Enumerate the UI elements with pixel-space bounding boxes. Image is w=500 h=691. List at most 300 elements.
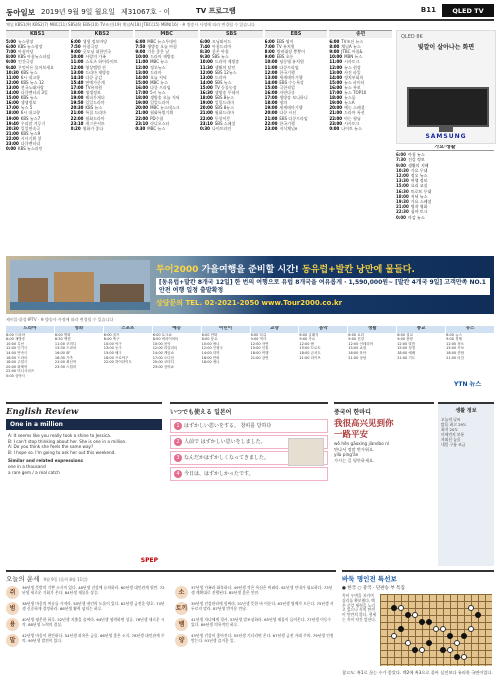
black-stone: [419, 619, 425, 625]
program-row: 12:00 KBS 뉴스 12: [6, 79, 44, 85]
program-row: 13:00 전국노래자랑: [6, 84, 44, 90]
program-row: 14:30 다큐 공감: [70, 74, 103, 80]
white-stone: [447, 647, 453, 653]
pay-tv-channel-header: 스포츠: [104, 326, 152, 333]
program-row: 10:00 MBN 뉴스: [329, 54, 363, 60]
zodiac-animal-icon: 범: [6, 602, 19, 615]
program-row: 19:00 해피투게더: [70, 95, 105, 101]
pay-tv-row: 15:00 쇼핑: [348, 346, 367, 351]
pay-tv-row: 18:00 육아: [348, 350, 367, 355]
pay-tv-row: 16:00 드라마: [6, 355, 28, 360]
japanese-phrase-4: 4 今日は、はずかしかったです。: [170, 467, 328, 481]
program-row: 9:00 JTBC 아침&: [329, 49, 363, 55]
white-stone: [433, 626, 439, 632]
chinese-phrase-1: 我很高兴见到你: [334, 419, 394, 429]
pay-tv-row: 21:00 기도: [397, 355, 416, 360]
program-row: 19:00 세계테마기행: [264, 105, 303, 111]
white-stone: [461, 654, 467, 660]
pay-tv-column: [55, 326, 103, 398]
program-row: 0:20 영화가 좋다: [70, 125, 104, 131]
info-lines: [438, 417, 494, 447]
english-line: A: Do you think she feels the same way?: [8, 444, 94, 450]
program-row: 13:00 사건 파일: [329, 69, 361, 75]
channel-header: 종편: [329, 31, 392, 38]
program-row: 22:00 한국기행: [264, 120, 295, 126]
page-number: B11: [420, 6, 436, 14]
pay-tv-channel-header: 영화: [55, 326, 103, 333]
chinese-notes: [334, 441, 434, 463]
program-row: 18:00 SBS 8뉴스: [200, 95, 235, 101]
fortune-title: 오늘의 운세 9월 9일 (음력 8월 11일): [6, 575, 88, 583]
black-stone: [405, 612, 411, 618]
masthead: [6, 5, 494, 21]
banner-offer: [동유럽+발칸 8개국 12일] 한 번의 여행으로 유럽 8개국을 여유롭게 · 1,590,000원~ [발칸 4개국 9일] 고객만족 NO.1 안전 여행 일정 출발확정: [156, 278, 490, 295]
program-row: 8:00 KBS 아침뉴스타임: [6, 54, 51, 60]
program-row: 10:00 사랑의 가족: [70, 54, 106, 60]
program-row: 16:00 다큐 프라임: [135, 84, 171, 90]
pay-tv-row: 12:00 말씀: [397, 341, 416, 346]
pay-tv-row: 21:00 최신작: [54, 360, 77, 365]
japanese-title: いつでも使える 일본어: [170, 409, 232, 416]
program-row: 20:00 예능 스페셜: [329, 105, 365, 111]
program-row: 19:00 KBS 뉴스7: [6, 115, 41, 121]
program-row: 6:00 MBC 뉴스투데이: [135, 39, 177, 45]
channel-header: EBS: [265, 31, 328, 38]
program-row: 16:00 생생정보: [6, 100, 37, 106]
pay-tv-row: 14:00 과학: [201, 350, 220, 355]
program-row: 10:00 드라마 재방송: [200, 59, 240, 65]
travel-banner-ad: [6, 256, 494, 314]
pay-tv-column: [397, 326, 445, 398]
baduk-players: ● 한국 ○ 중국 · 단판승 부 특집: [342, 586, 405, 591]
life-program-row: 15:00 요리 교실: [396, 183, 428, 189]
white-stone: [412, 612, 418, 618]
program-row: 14:00 다큐멘터리 3일: [6, 90, 48, 96]
program-row: 6:00 생생 정보마당: [70, 39, 108, 45]
program-row: 21:00 월화특별기획: [135, 110, 174, 116]
program-row: 6:00 모닝와이드: [200, 39, 232, 45]
pay-tv-row: 12:00 인형극: [201, 346, 223, 351]
zodiac-item: [175, 618, 336, 631]
schedule-column: [135, 30, 198, 252]
english-section-title: Similar and related expressions: [8, 458, 83, 464]
chinese-phrase-2: 一路平安: [334, 430, 369, 440]
program-row: 14:00 SBS 뉴스: [200, 79, 232, 85]
pay-tv-row: 8:00 재방송: [6, 337, 26, 342]
pay-tv-row: 20:00 화제작: [6, 364, 28, 369]
pay-tv-row: 14:00 연속극: [6, 350, 28, 355]
pay-tv-row: 6:00 다큐: [250, 332, 267, 337]
spep-logo: SPEP: [140, 557, 158, 564]
pay-tv-row: 18:30 가족: [54, 355, 73, 360]
zodiac-animal-icon: 양: [175, 634, 188, 647]
pay-tv-row: 9:00 경제: [446, 337, 462, 342]
program-row: 23:10 라디오스타: [135, 120, 170, 126]
black-stone: [475, 612, 481, 618]
program-row: 12:00 뉴스 현장: [329, 64, 361, 70]
program-row: 21:00 EBS 다큐프라임: [264, 115, 308, 121]
program-row: 19:00 일일드라마: [135, 100, 170, 106]
program-row: 11:30 생활의 달인: [200, 64, 236, 70]
go-board: [380, 594, 492, 666]
program-row: 23:00 지식채널e: [264, 125, 298, 131]
pay-tv-row: 6:00 명화: [54, 332, 71, 337]
life-program-row: 7:30 건강 정보: [396, 157, 425, 163]
schedule-column: [6, 30, 69, 252]
program-row: 13:00 드라마: [200, 74, 227, 80]
pay-tv-row: 15:00 속보: [446, 346, 465, 351]
program-row: 17:00 5시 뉴스: [135, 90, 166, 96]
white-stone: [454, 640, 460, 646]
program-row: 15:00 MBC 뉴스: [135, 79, 168, 85]
program-row: 10:00 딩동댕 유치원: [264, 59, 304, 65]
pay-tv-channel-header: 종교: [397, 326, 445, 333]
program-row: 15:00 TV 동물농장: [200, 84, 237, 90]
english-line: B: I hope so. I'm going to ask her out this weekend.: [8, 449, 116, 455]
japanese-illustration: [288, 438, 324, 466]
program-row: 14:00 오늘 저녁: [135, 74, 167, 80]
zodiac-text: 38년생 마음의 여유를 가져라. 50년생 귀인의 도움이 있다. 62년생 금전운 양호. 74년생 신중하게 결정하라. 86년생 활력 넘치는 하루.: [22, 601, 165, 611]
channel-header: MBC: [135, 31, 198, 38]
info-line: 미세먼지 보통: [441, 432, 465, 437]
program-row: 7:40 아침드라마: [200, 44, 232, 50]
white-stone: [468, 626, 474, 632]
pay-tv-row: 9:00 건강: [348, 337, 365, 342]
pay-tv-row: 6:00 토크쇼: [152, 332, 172, 337]
black-stone: [461, 633, 467, 639]
issue-date: 2019년 9월 9일 월요일: [40, 8, 115, 16]
pay-tv-row: 18:00 콘서트: [299, 350, 321, 355]
program-row: 22:00 동상이몽: [200, 115, 231, 121]
life-program-row: 18:00 저녁 뉴스: [396, 193, 428, 199]
program-row: 19:00 일일드라마: [200, 100, 235, 106]
english-review-column: [6, 402, 162, 566]
pay-tv-row: 21:00 마감: [446, 355, 465, 360]
program-row: 15:00 KBS 뉴스: [6, 95, 38, 101]
zodiac-text: 37년생 가족과 화목하다. 49년생 작은 욕심은 버려라. 61년생 인내가 필요하다. 73년생 계획대로 진행된다. 85년생 좋은 인연.: [191, 585, 333, 595]
pay-tv-row: 18:00 예배: [397, 350, 416, 355]
pay-tv-channel-header: 어린이: [202, 326, 250, 333]
zodiac-text: 43년생 건강이 좋아진다. 55년생 기다리면 온다. 67년생 금전 거래 주의. 79년생 인정받는다. 91년생 즐거운 일.: [191, 633, 334, 643]
life-channel-title: 가요·생활: [396, 145, 494, 151]
chinese-line: 가시는 길 평안하세요.: [334, 457, 375, 463]
black-stone: [440, 647, 446, 653]
program-row: 22:00 아는 형님: [329, 115, 361, 121]
pay-tv-row: 13:00 농구: [103, 346, 122, 351]
pay-tv-row: 9:00 찬양: [397, 337, 413, 342]
pay-tv-column: [299, 326, 347, 398]
program-row: 18:00 명의: [264, 100, 288, 106]
program-row: 21:00 드라마 특선: [329, 110, 365, 116]
white-stone: [419, 647, 425, 653]
pay-tv-channel-header: 뉴스: [446, 326, 494, 333]
program-row: 20:00 SBS 8뉴스: [200, 105, 235, 111]
pay-tv-row: 6:00 요리: [348, 332, 365, 337]
program-row: 12:00 영상앨범 산: [70, 64, 106, 70]
program-row: 0:30 나이트라인: [200, 125, 232, 131]
program-row: 11:00 스포츠 하이라이트: [70, 59, 118, 65]
pay-tv-row: 6:00 설교: [397, 332, 413, 337]
program-row: 18:00 뉴스룸: [329, 95, 356, 101]
program-row: 13:00 드라마: [135, 69, 162, 75]
program-row: 6:00 TV조선 뉴스: [329, 39, 364, 45]
program-row: 19:40 우리말 겨루기: [6, 120, 46, 126]
life-program-row: 19:30 가요 스페셜: [396, 199, 432, 205]
life-program-row: 22:30 심야 토크: [396, 209, 428, 215]
program-row: 17:00 뉴스 5: [6, 105, 33, 111]
life-program-row: 9:00 생활의 지혜: [396, 162, 429, 168]
pay-tv-row: 12:00 리얼리티: [152, 346, 178, 351]
program-row: 9:00 기분 좋은 날: [135, 49, 170, 55]
program-row: 15:40 연예가중계: [70, 79, 105, 85]
program-row: 20:30 일일연속극: [6, 125, 41, 131]
black-stone: [391, 605, 397, 611]
pay-tv-row: 8:00 버라이어티: [152, 337, 179, 342]
pay-tv-row: 14:00 게임쇼: [152, 350, 175, 355]
pay-tv-row: 13:30 드라마: [54, 346, 77, 351]
program-row: 22:00 시사기획 창: [6, 135, 42, 141]
info-sidebar: [438, 402, 494, 566]
program-row: 10:30 KBS 뉴스: [6, 69, 38, 75]
channel-header: KBS2: [71, 31, 134, 38]
english-expression: one in a thousand: [8, 463, 46, 469]
pay-tv-row: 8:30 액션: [54, 337, 71, 342]
pay-tv-row: 21:00 강연: [250, 355, 269, 360]
pay-tv-row: 22:00 미니시리즈: [6, 369, 35, 374]
pay-tv-row: 12:00 자연: [250, 341, 269, 346]
chinese-line: wǒ hěn gāoxìng jiàndào nǐ: [334, 441, 389, 446]
pay-tv-channel-header: 음악: [299, 326, 347, 333]
white-stone: [440, 626, 446, 632]
english-title: English Review: [6, 407, 79, 417]
japanese-phrase-2: 2 人前で はずかしい思いをしました。: [170, 435, 328, 449]
tv-image: [407, 87, 489, 127]
japanese-phrase-3: 3 なんだかはずかしくなってきました。: [170, 451, 328, 465]
schedule-column: [71, 30, 134, 252]
program-row: 11:00 MBC 뉴스: [135, 59, 168, 65]
chinese-line: yílù píng'ān: [334, 452, 359, 458]
life-program-row: 12:00 정오 뉴스: [396, 173, 428, 179]
pay-tv-channel-header: 생활: [348, 326, 396, 333]
travel-photo: [10, 260, 150, 310]
japanese-column: [170, 402, 328, 566]
program-row: 22:00 PD수첩: [135, 115, 164, 121]
ad-headline: 빛깔이 살아나는 화면: [417, 44, 475, 51]
program-row: 23:10 개그콘서트: [70, 120, 105, 126]
pay-tv-row: 6:00 클래식: [299, 332, 319, 337]
zodiac-item: [6, 634, 167, 647]
pay-tv-row: 9:00 역사: [250, 337, 267, 342]
program-row: 13:00 드라마 재방송: [70, 69, 110, 75]
pay-tv-row: 16:00 만화: [201, 355, 220, 360]
program-row: 11:00 6시 내고향: [6, 74, 41, 80]
program-row: 23:00 다큐멘터리: [6, 140, 41, 146]
pay-tv-row: 17:00 오디션: [152, 355, 175, 360]
pay-tv-row: 0:00 심야극: [6, 373, 26, 378]
pay-tv-column: [251, 326, 299, 398]
ytn-logo: YTN 뉴스: [454, 381, 482, 388]
info-title: 생활 정보: [455, 408, 477, 414]
program-row: 20:30 KBS 뉴스: [70, 105, 103, 111]
black-stone: [412, 647, 418, 653]
baduk-column: [342, 570, 494, 690]
program-row: 5:00 뉴스광장: [6, 39, 34, 45]
schedule-column: [265, 30, 328, 252]
program-row: 15:00 뉴스 파이터: [329, 79, 365, 85]
program-row: 9:00 굿모닝 대한민국: [70, 49, 111, 55]
black-stone: [454, 654, 460, 660]
zodiac-item: [175, 586, 336, 599]
zodiac-text: 40년생 평온한 하루. 52년생 지출을 줄여라. 64년생 협력하면 성공. 76년생 새로운 시작. 88년생 노력의 결실.: [22, 617, 165, 627]
pay-tv-column: [153, 326, 201, 398]
life-program-row: 16:30 트로트 무대: [396, 188, 432, 194]
program-row: 6:00 KBS 뉴스광장: [6, 44, 43, 50]
pay-tv-row: 23:30 스릴러: [54, 364, 77, 369]
paper-name: 동아일보: [6, 7, 35, 17]
english-line: B: I can't stop thinking about her. She is one in a million.: [8, 438, 127, 444]
zodiac-item: [175, 602, 336, 615]
black-stone: [426, 619, 432, 625]
program-row: 16:00 뉴스 특보: [329, 84, 361, 90]
zodiac-text: 42년생 마음이 편안하다. 54년생 과욕은 금물. 66년생 좋은 소식. 78년생 대인관계 주의. 90년생 발전이 있다.: [22, 633, 165, 643]
ad-brand: SAMSUNG: [425, 133, 467, 140]
program-row: 0:00 나이트 뉴스: [329, 125, 362, 131]
pay-tv-column: [348, 326, 396, 398]
baduk-answer: 참고도: 흑1로 끊는 수가 좋았다. 백2에 흑3으로 몰아 실전보다 유리한 국면이었다.: [342, 670, 493, 675]
pay-tv-row: 21:00 라이브: [299, 355, 321, 360]
zodiac-text: 41년생 자녀에게 경사. 53년생 말조심하라. 65년생 재물이 들어온다. 77년생 이동수 있다. 89년생 의욕적인 하루.: [191, 617, 332, 627]
program-row: 20:00 MBC 뉴스데스크: [135, 105, 180, 111]
program-row: 7:00 TV 유치원: [264, 44, 295, 50]
banner-contact[interactable]: 상담문의 TEL. 02-2021-2050 www.Tour2000.co.kr: [156, 299, 343, 307]
program-row: 19:50 일일드라마: [70, 100, 105, 106]
program-row: 21:00 KBS 뉴스9: [6, 130, 41, 136]
pay-tv-column: [6, 326, 54, 398]
pay-tv-channel-header: 예능: [153, 326, 201, 333]
program-row: 17:00 TV유치원: [70, 84, 103, 90]
program-row: 0:00 KBS 뉴스라인: [6, 146, 43, 152]
pay-tv-row: 12:00 팝: [299, 341, 314, 346]
pay-tv-row: 6:00 골프: [103, 332, 120, 337]
pay-tv-row: 23:00 심야쇼: [152, 364, 175, 369]
program-row: 14:00 EBS 수능특강: [264, 79, 304, 85]
pay-tv-caption: 케이블·위성·IPTV · ※ 방송사 사정에 따라 변경될 수 있습니다: [6, 317, 114, 322]
program-row: 14:00 정치부회의: [329, 74, 364, 80]
pay-tv-row: 16:00 SF: [54, 350, 71, 355]
channel-guide-line: 채널 KBS1(9) KBS2(7) MBC(11) SBS(6) EBS(10) TV조선(19) 채널A(18) JTBC(15) MBN(16) · ※ 방송사 사정에 따라 변경될 수 있습니다: [6, 22, 255, 27]
zodiac-grid: [6, 586, 336, 647]
pay-tv-row: 12:00 인테리어: [348, 341, 374, 346]
white-stone: [468, 605, 474, 611]
program-row: 9:30 SBS 뉴스: [200, 54, 229, 60]
white-stone: [391, 633, 397, 639]
chinese-title: 중국어 한마디: [334, 409, 371, 416]
zodiac-item: [175, 634, 336, 647]
program-row: 7:50 아침극장: [70, 44, 99, 50]
pay-tv-row: 12:00 인기극: [6, 346, 28, 351]
program-row: 9:00 인간극장: [6, 59, 34, 65]
info-line: 최저 20도: [441, 427, 459, 432]
program-row: 9:40 무엇이든 물어보세요: [6, 64, 55, 70]
pay-tv-row: 18:00 여행: [250, 350, 269, 355]
schedule-column: [329, 30, 392, 252]
brand-badge: QLED TV: [442, 4, 494, 17]
pay-tv-row: 15:00 인물: [250, 346, 269, 351]
program-row: 6:00 EBS 영어: [264, 39, 294, 45]
baduk-title: 바둑 명인전 특선보: [342, 575, 397, 583]
pay-tv-row: 21:00 상담: [348, 355, 367, 360]
program-row: 9:00 EBS 초등: [264, 54, 294, 60]
pay-tv-row: 8:00 동요: [201, 337, 218, 342]
zodiac-item: [6, 586, 167, 599]
pay-tv-row: 10:00 애니: [201, 341, 220, 346]
program-row: 23:00 시사토크: [329, 120, 360, 126]
pay-tv-row: 15:00 트로트: [299, 346, 321, 351]
program-row: 18:00 생방송 오늘 저녁: [135, 95, 180, 101]
ad-tag: QLED 8K: [401, 34, 423, 40]
pay-tv-row: 10:00 음악: [152, 341, 171, 346]
black-stone: [398, 626, 404, 632]
pay-tv-row: 18:00 주말극: [6, 360, 28, 365]
english-line: A: It seems like you really took a shine to Jessica.: [8, 433, 112, 438]
program-row: 18:00 6시 내고향: [6, 110, 41, 116]
program-row: 12:00 한국기행: [264, 69, 295, 75]
life-channel-schedule: [396, 145, 494, 252]
program-row: 12:00 정오뉴스: [135, 64, 166, 70]
program-row: 12:00 SBS 12뉴스: [200, 69, 237, 75]
pay-tv-row: 12:00 정오: [446, 341, 465, 346]
zodiac-text: 36년생 뜻밖의 기쁜 소식이 있다. 48년생 건강에 유의하라. 60년생 대인관계 원만. 72년생 새로운 기회가 온다. 84년생 재물운 상승.: [22, 585, 165, 595]
channel-header: KBS1: [6, 31, 69, 38]
pay-tv-row: 9:00 가요: [299, 337, 316, 342]
program-row: 15:00 극한직업: [264, 84, 295, 90]
program-row: 8:30 좋은 아침: [200, 49, 229, 55]
zodiac-animal-icon: 용: [6, 618, 19, 631]
pay-tv-grid: [6, 326, 494, 398]
pay-tv-row: 18:00 종합: [446, 350, 465, 355]
zodiac-animal-icon: 뱀: [175, 618, 188, 631]
program-row: 11:00 다큐프라임: [264, 64, 299, 70]
pay-tv-row: 22:00 하이라이트: [103, 360, 132, 365]
program-row: 11:00 시사토크: [329, 59, 360, 65]
pay-tv-row: 15:00 배구: [103, 350, 122, 355]
pay-tv-row: 6:00 드라마: [6, 332, 26, 337]
program-row: 13:00 세계테마기행: [264, 74, 303, 80]
pay-tv-column: [202, 326, 250, 398]
banner-headline: 투어2000 가을여행을 준비할 시간! 동유럽+발칸 낭만에 물들다.: [156, 265, 415, 275]
pay-tv-row: 18:00 프로야구: [103, 355, 129, 360]
zodiac-animal-icon: 쥐: [6, 586, 19, 599]
pay-tv-channel-header: 교양: [251, 326, 299, 333]
english-expression: a rare gem / a real catch: [8, 469, 60, 475]
black-stone: [447, 633, 453, 639]
program-row: 17:00 뉴스 TOP10: [329, 90, 367, 96]
life-program-row: 6:00 아침 뉴스: [396, 152, 425, 158]
life-program-row: 13:30 여행 정보: [396, 178, 428, 184]
zodiac-animal-icon: 토끼: [175, 602, 188, 615]
zodiac-text: 39년생 건강관리에 힘써라. 51년생 뜻한 바 이룬다. 63년생 명예가 오른다. 75년생 서두르지 말라. 87년생 반가운 만남.: [191, 601, 334, 611]
english-subtitle: One in a million: [6, 419, 162, 430]
white-stone: [405, 640, 411, 646]
black-stone: [426, 640, 432, 646]
info-line: 내일 구름 조금: [441, 442, 466, 447]
baduk-commentary: 흑이 우변을 지키며 실리를 확보했다. 백은 중앙 세력을 노리고 있으나 흑의 반격이 만만치 않다. 형세는 흑이 약간 앞선다.: [342, 593, 377, 622]
japanese-phrase-1: 1 はずかしい思いをする。 창피를 당하다: [170, 419, 328, 433]
pay-tv-row: 15:00 성경: [397, 346, 416, 351]
program-row: 17:00 생방송 보니하니: [264, 95, 308, 101]
program-row: 21:00 특집 드라마: [70, 110, 106, 116]
life-program-row: 10:30 가요 무대: [396, 167, 428, 173]
